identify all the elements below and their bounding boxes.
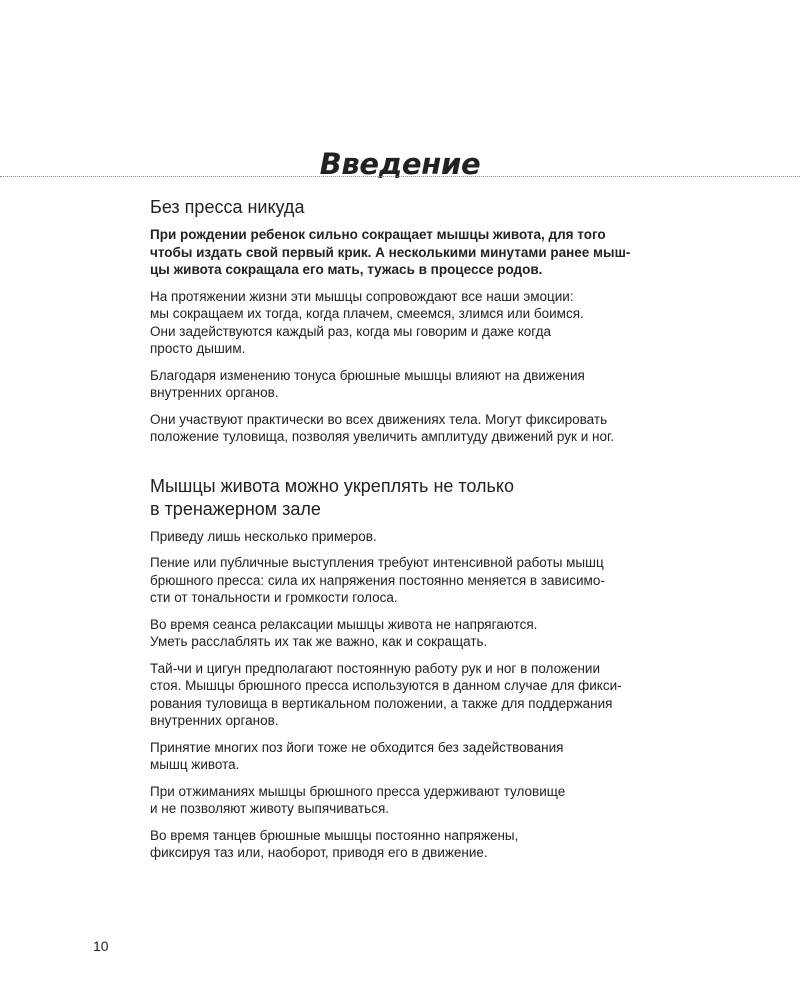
text-line: Благодаря изменению тонуса брюшные мышцы влияют на движения [150,367,585,383]
text-line: Во время сеанса релаксации мышцы живота не напрягаются. [150,616,538,632]
heading-line: в тренажерном зале [150,498,321,519]
text-line: Тай-чи и цигун предполагают постоянную работу рук и ног в положении [150,660,601,676]
paragraph [150,367,690,402]
lead-paragraph [150,226,690,279]
page-body [150,196,690,871]
title-dotted-divider [0,176,800,177]
text-line: брюшного пресса: сила их напряжения постоянно меняется в зависимо- [150,572,605,588]
paragraph [150,411,690,446]
text-line: стоя. Мышцы брюшного пресса используются в данном случае для фикси- [150,678,622,693]
text-line: мы сокращаем их тогда, когда плачем, смеемся, злимся или боимся. [150,306,584,321]
text-line: При отжиманиях мышцы брюшного пресса удерживают туловище [150,783,566,799]
text-line: цы живота сокращала его мать, тужась в процессе родов. [150,262,543,277]
text-line: Приведу лишь несколько примеров. [150,528,377,544]
paragraph [150,528,690,546]
text-line: Они участвуют практически во всех движениях тела. Могут фиксировать [150,411,608,427]
text-line: рования туловища в вертикальном положении, а также для поддержания [150,695,613,711]
paragraph [150,288,690,358]
section-heading-no-press: Без пресса никуда [150,197,305,217]
text-line: и не позволяют животу выпячиваться. [150,801,390,816]
text-line: Принятие многих поз йоги тоже не обходится без задействования [150,739,564,755]
text-line: На протяжении жизни эти мышцы сопровождают все наши эмоции: [150,288,574,304]
text-line: фиксируя таз или, наоборот, приводя его в движение. [150,845,488,860]
text-line: внутренних органов. [150,713,279,728]
section-heading-strengthen [150,475,690,521]
paragraph [150,616,690,651]
text-line: Во время танцев брюшные мышцы постоянно напряжены, [150,827,519,843]
paragraph [150,660,690,730]
page-title: Введение [319,147,481,182]
paragraph [150,739,690,774]
text-line: При рождении ребенок сильно сокращает мышцы живота, для того [150,227,606,242]
text-line: Они задействуются каждый раз, когда мы говорим и даже когда [150,323,552,339]
text-line: просто дышим. [150,341,246,356]
text-line: положение туловища, позволяя увеличить амплитуду движений рук и ног. [150,429,614,444]
paragraph [150,554,690,607]
heading-line: Мышцы живота можно укреплять не только [150,475,515,496]
text-line: чтобы издать свой первый крик. А несколькими минутами ранее мыш- [150,244,631,260]
text-line: Уметь расслаблять их так же важно, как и сокращать. [150,634,488,649]
text-line: внутренних органов. [150,385,279,400]
text-line: мышц живота. [150,757,240,772]
text-line: сти от тональности и громкости голоса. [150,590,398,605]
page-number: 10 [93,938,109,954]
paragraph [150,783,690,818]
paragraph [150,827,690,862]
text-line: Пение или публичные выступления требуют интенсивной работы мышц [150,555,604,570]
